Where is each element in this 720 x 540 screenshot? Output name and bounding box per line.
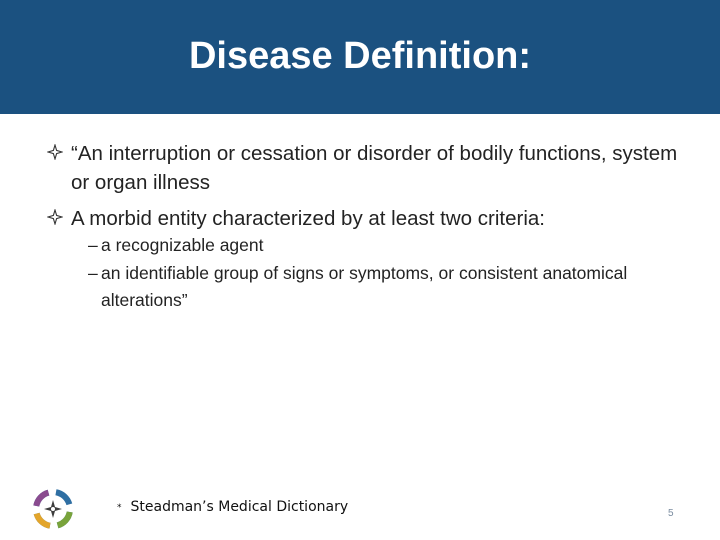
footnote-text: Steadman’s Medical Dictionary — [130, 499, 349, 515]
bullet-item-1 — [47, 139, 687, 197]
compass-wheel-logo — [33, 489, 73, 529]
slide-title: Disease Definition: — [188, 34, 532, 77]
title-bar — [0, 0, 720, 114]
sub-bullet-item-1 — [88, 232, 648, 259]
dash-marker: – — [88, 235, 98, 255]
bullet-item-2 — [47, 204, 687, 233]
sub-bullet-text: a recognizable agent — [101, 235, 264, 255]
four-point-star-icon — [47, 209, 63, 225]
dash-marker: – — [88, 263, 98, 283]
page-number: 5 — [668, 508, 674, 519]
four-point-star-icon — [47, 144, 63, 160]
bullet-text: “An interruption or cessation or disorder of bodily functions, system or organ illness — [71, 142, 678, 194]
footnote-marker: * — [117, 503, 122, 513]
bullet-text: A morbid entity characterized by at least two criteria: — [71, 207, 545, 230]
sub-bullet-item-2 — [88, 260, 648, 314]
footnote — [117, 499, 348, 515]
sub-bullet-text: an identifiable group of signs or symptoms, or consistent anatomical alterations” — [101, 263, 628, 310]
